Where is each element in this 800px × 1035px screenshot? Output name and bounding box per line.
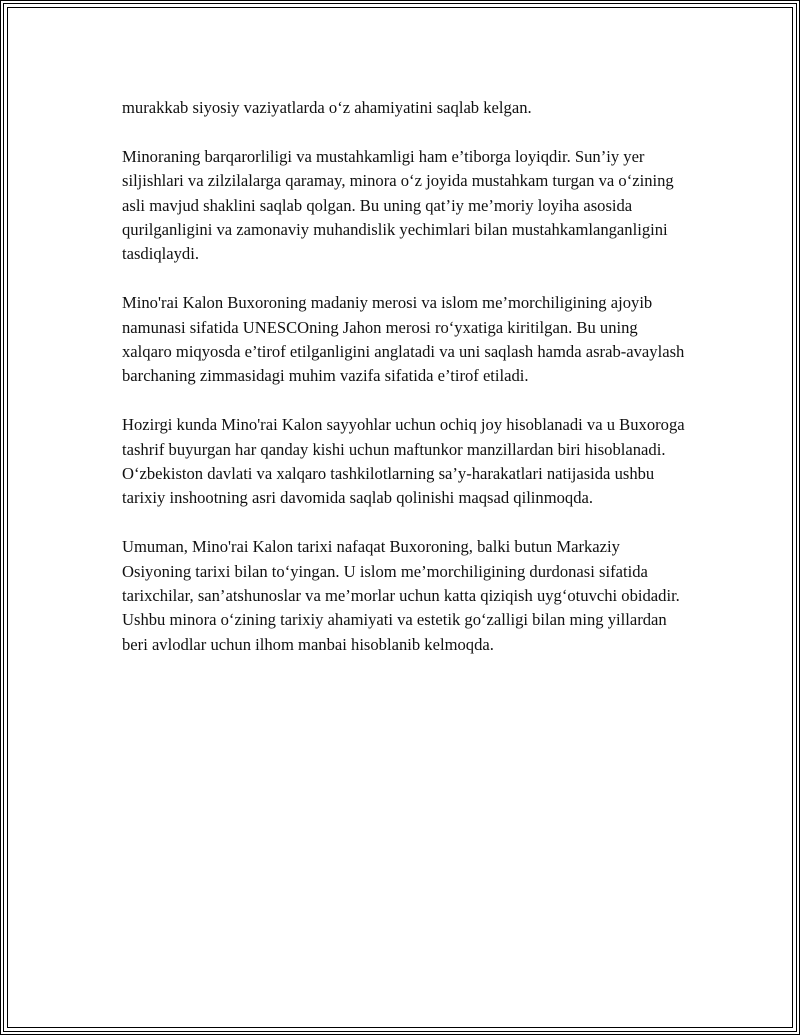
- document-body: [122, 96, 687, 682]
- paragraph-5: Umuman, Mino'rai Kalon tarixi nafaqat Buxoroning, balki butun Markaziy Osiyoning tarixi bilan to‘yingan. U islom me’morchiligining durdonasi sifatida tarixchilar, san’atshunoslar va me’morlar uchun katta qiziqish uyg‘otuvchi obidadir. Ushbu minora o‘zining tarixiy ahamiyati va estetik go‘zalligi bilan ming yillardan beri avlodlar uchun ilhom manbai hisoblanib kelmoqda.: [122, 537, 680, 654]
- paragraph-2: Minoraning barqarorliligi va mustahkamligi ham e’tiborga loyiqdir. Sun’iy yer siljishlari va zilzilalarga qaramay, minora o‘z joyida mustahkam turgan va o‘zining asli mavjud shaklini saqlab qolgan. Bu uning qat’iy me’moriy loyiha asosida qurilganligini va zamonaviy muhandislik yechimlari bilan mustahkamlanganligini tasdiqlaydi.: [122, 146, 674, 264]
- paragraph-3: Mino'rai Kalon Buxoroning madaniy merosi va islom me’morchiligining ajoyib namunasi sifatida UNESCOning Jahon merosi ro‘yxatiga kiritilgan. Bu uning xalqaro miqyosda e’tirof etilganligini anglatadi va uni saqlash hamda asrab-avaylash barchaning zimmasidagi muhim vazifa sifatida e’tirof etiladi.: [122, 293, 685, 386]
- paragraph-1: murakkab siyosiy vaziyatlarda o‘z ahamiyatini saqlab kelgan.: [122, 98, 532, 117]
- paragraph-4: Hozirgi kunda Mino'rai Kalon sayyohlar uchun ochiq joy hisoblanadi va u Buxoroga tashrif buyurgan har qanday kishi uchun maftunkor manzillardan biri hisoblanadi. O‘zbekiston davlati va xalqaro tashkilotlarning sa’y-harakatlari natijasida ushbu tarixiy inshootning asri davomida saqlab qolinishi maqsad qilinmoqda.: [122, 415, 685, 508]
